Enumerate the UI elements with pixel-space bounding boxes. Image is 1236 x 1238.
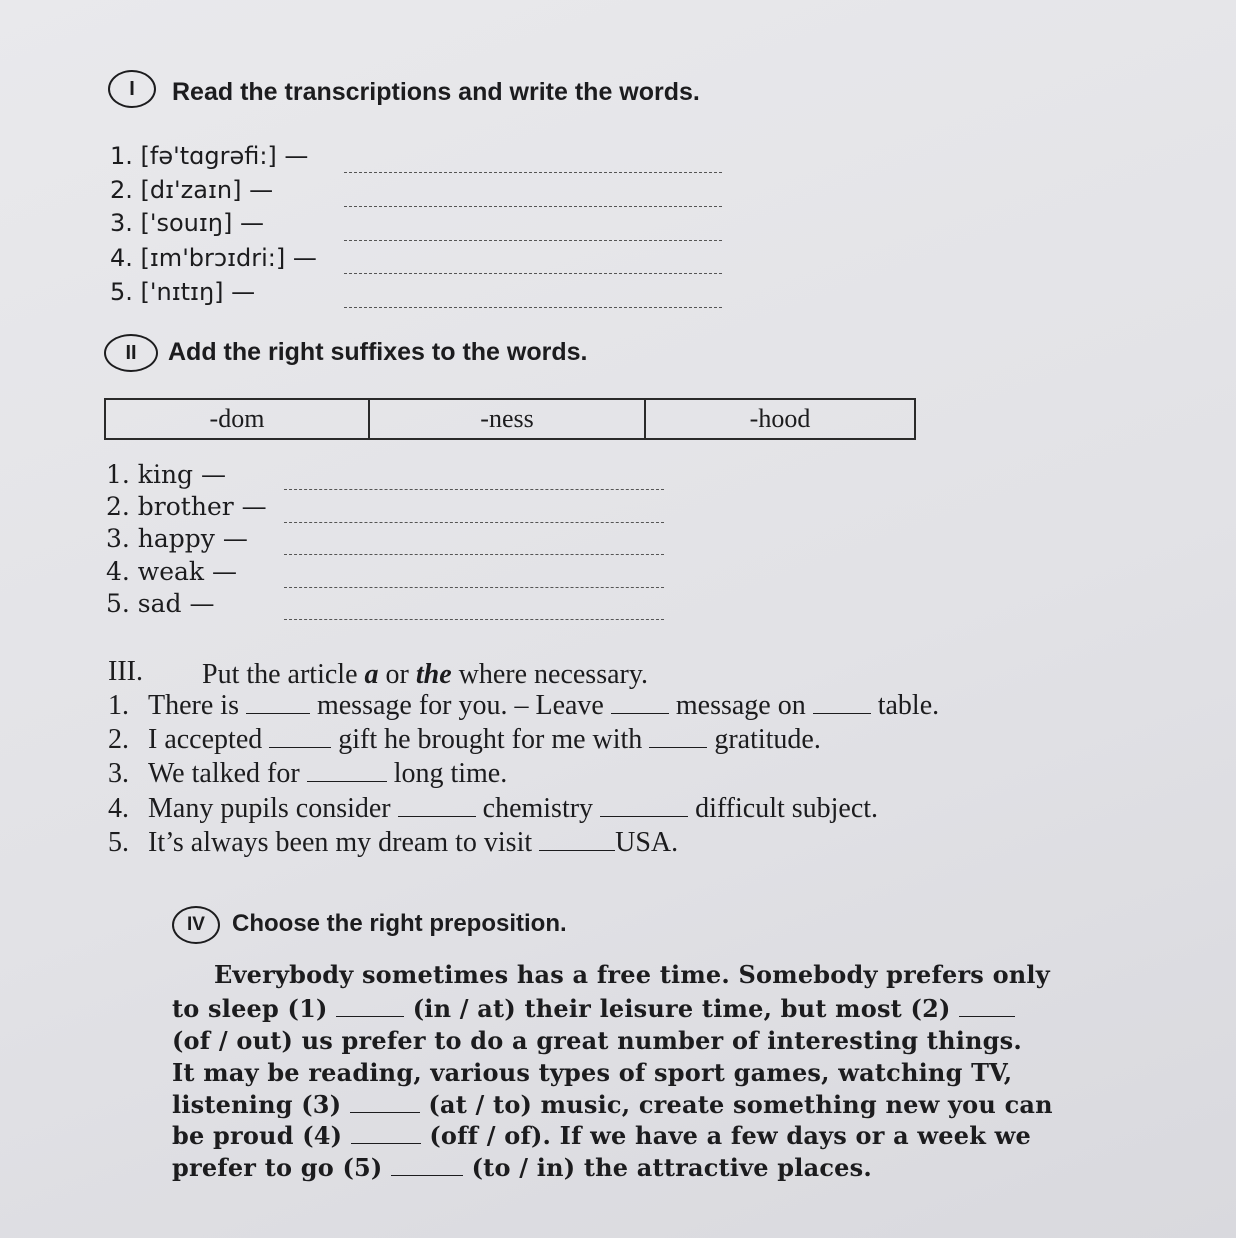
text: It’s always been my dream to visit	[148, 827, 533, 858]
article-line	[108, 724, 821, 756]
text-line: It may be reading, various types of sport games, watching TV,	[172, 1058, 1013, 1087]
text: message for you. – Leave	[316, 690, 604, 721]
answer-line[interactable]	[344, 307, 722, 308]
answer-line[interactable]	[344, 240, 722, 241]
text: long time.	[393, 758, 508, 789]
answer-line[interactable]	[284, 522, 664, 523]
answer-blank[interactable]	[649, 725, 707, 748]
text: difficult subject.	[695, 793, 879, 824]
suffix-cell: -hood	[749, 404, 811, 433]
answer-line[interactable]	[284, 587, 664, 588]
text-line: Everybody sometimes has a free time. Somebody prefers only	[214, 960, 1050, 989]
text: to sleep (1)	[172, 994, 328, 1023]
text: listening (3)	[172, 1090, 342, 1119]
answer-blank[interactable]	[813, 691, 871, 714]
answer-blank[interactable]	[336, 994, 404, 1017]
text: (in / at) their leisure time, but most (2)	[412, 994, 951, 1023]
text-line	[172, 994, 1015, 1023]
section-2-title: Add the right suffixes to the words.	[168, 338, 588, 366]
article-a: a	[364, 659, 379, 690]
answer-blank[interactable]	[246, 691, 310, 714]
text: We talked for	[148, 758, 300, 789]
line-number: 2.	[108, 724, 129, 755]
answer-blank[interactable]	[307, 759, 387, 782]
text: chemistry	[482, 793, 594, 824]
line-number: 5.	[108, 827, 129, 858]
section-2-badge: II	[104, 334, 158, 372]
answer-blank[interactable]	[391, 1153, 463, 1176]
transcription-item: 3. ['souɪŋ] —	[110, 209, 265, 237]
article-the: the	[415, 659, 452, 690]
text-line	[172, 1090, 1053, 1119]
suffix-cell: -ness	[370, 400, 646, 438]
text-line	[172, 1121, 1031, 1150]
line-number: 3.	[108, 758, 129, 789]
section-3-title	[202, 659, 648, 691]
answer-blank[interactable]	[398, 794, 476, 817]
transcription-item: 4. [ɪm'brɔɪdri:] —	[110, 244, 317, 272]
article-line	[108, 793, 878, 825]
text: USA.	[615, 827, 679, 858]
title-text: or	[378, 659, 416, 690]
suffix-item: 4. weak —	[106, 557, 237, 586]
line-number: 4.	[108, 793, 129, 824]
line-number: 1.	[108, 690, 129, 721]
transcription-item: 5. ['nɪtɪŋ] —	[110, 278, 256, 306]
section-1-title: Read the transcriptions and write the words.	[172, 78, 700, 106]
text-line	[172, 1153, 872, 1182]
text: table.	[877, 690, 940, 721]
suffix-item: 3. happy —	[106, 524, 248, 553]
text: message on	[675, 690, 806, 721]
answer-line[interactable]	[284, 619, 664, 620]
section-4-badge: IV	[172, 906, 220, 944]
article-line	[108, 758, 507, 790]
article-line	[108, 690, 939, 722]
text: gift he brought for me with	[338, 724, 643, 755]
text: prefer to go (5)	[172, 1153, 383, 1182]
section-4-title: Choose the right preposition.	[232, 910, 567, 937]
answer-line[interactable]	[344, 273, 722, 274]
text: Many pupils consider	[148, 793, 391, 824]
transcription-item: 1. [fə'tɑgrəfi:] —	[110, 142, 309, 170]
article-line	[108, 827, 678, 859]
answer-blank[interactable]	[269, 725, 331, 748]
suffix-item: 2. brother —	[106, 492, 267, 521]
answer-line[interactable]	[284, 489, 664, 490]
answer-blank[interactable]	[350, 1090, 420, 1113]
answer-blank[interactable]	[600, 794, 688, 817]
transcription-item: 2. [dɪ'zaɪn] —	[110, 176, 274, 204]
answer-blank[interactable]	[959, 994, 1015, 1017]
suffix-cell: -dom	[106, 400, 370, 438]
text: be proud (4)	[172, 1121, 343, 1150]
text: gratitude.	[714, 724, 821, 755]
text: (off / of). If we have a few days or a week we	[429, 1121, 1031, 1150]
suffix-item: 1. king —	[106, 460, 226, 489]
suffix-item: 5. sad —	[106, 589, 215, 618]
text-line: (of / out) us prefer to do a great number of interesting things.	[172, 1026, 1022, 1055]
text: (at / to) music, create something new you can	[428, 1090, 1053, 1119]
text: (to / in) the attractive places.	[471, 1153, 872, 1182]
title-text: where necessary.	[451, 659, 649, 690]
answer-blank[interactable]	[611, 691, 669, 714]
answer-line[interactable]	[284, 554, 664, 555]
title-text: Put the article	[202, 659, 365, 690]
section-1-badge: I	[108, 70, 156, 108]
answer-line[interactable]	[344, 172, 722, 173]
answer-line[interactable]	[344, 206, 722, 207]
text: I accepted	[148, 724, 263, 755]
answer-blank[interactable]	[539, 828, 615, 851]
section-3-number: III.	[108, 656, 143, 687]
answer-blank[interactable]	[351, 1121, 421, 1144]
suffix-table	[104, 398, 916, 440]
text: There is	[148, 690, 239, 721]
